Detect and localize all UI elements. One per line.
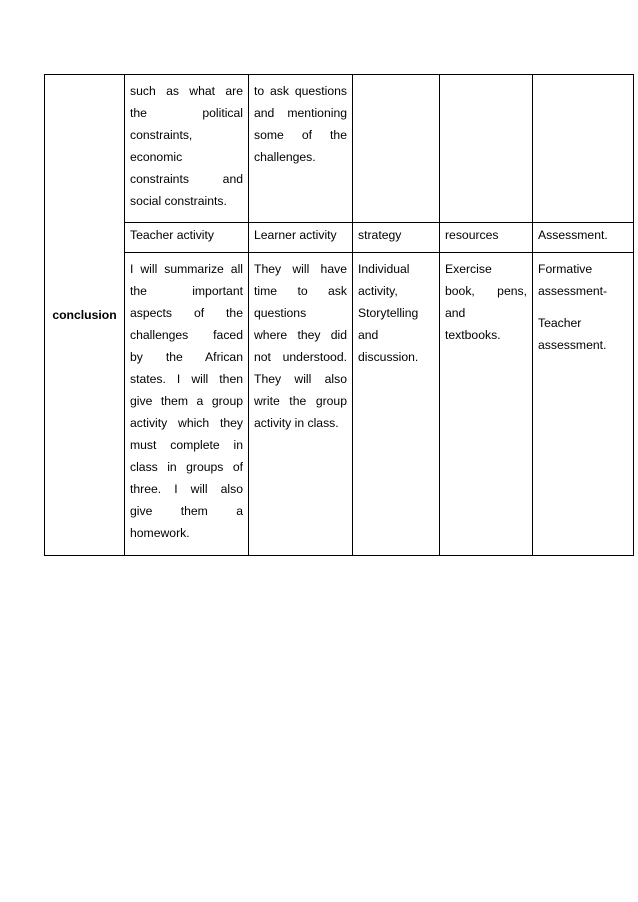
conclusion-teacher-line: activity which they <box>130 416 243 430</box>
continued-learner-line: some of the <box>254 128 347 142</box>
stage-label: conclusion <box>45 75 125 556</box>
conclusion-teacher-line: homework. <box>130 526 190 540</box>
continued-teacher-line: such as what are <box>130 84 243 98</box>
continued-learner-cell <box>249 75 353 223</box>
header-learner-activity: Learner activity <box>249 223 353 253</box>
continued-resources-cell <box>440 75 533 223</box>
conclusion-teacher-line: three. I will also <box>130 482 243 496</box>
header-resources: resources <box>440 223 533 253</box>
conclusion-learner-cell <box>249 253 353 556</box>
conclusion-strategy-cell <box>353 253 440 556</box>
continued-teacher-line: social constraints. <box>130 194 227 208</box>
conclusion-assessment-line: assessment. <box>538 338 607 352</box>
conclusion-strategy-line: Storytelling <box>358 306 419 320</box>
conclusion-teacher-line: the important <box>130 284 243 298</box>
conclusion-strategy-line: Individual <box>358 262 410 276</box>
conclusion-assessment-line: Teacher <box>538 316 582 330</box>
conclusion-learner-line: write the group <box>254 394 347 408</box>
conclusion-teacher-line: class in groups of <box>130 460 243 474</box>
continued-teacher-line: constraints, <box>130 128 193 142</box>
header-strategy: strategy <box>353 223 440 253</box>
continued-learner-line: challenges. <box>254 150 316 164</box>
conclusion-learner-line: time to ask <box>254 284 347 298</box>
conclusion-strategy-line: and <box>358 328 379 342</box>
conclusion-resources-line: Exercise <box>445 262 492 276</box>
conclusion-teacher-line: give them a group <box>130 394 243 408</box>
conclusion-resources-line: textbooks. <box>445 328 501 342</box>
continued-teacher-cell <box>125 75 249 223</box>
conclusion-resources-line: book, pens, <box>445 284 527 298</box>
conclusion-strategy-line: discussion. <box>358 350 419 364</box>
lesson-plan-table <box>44 74 634 556</box>
continued-learner-line: to ask questions <box>254 84 347 98</box>
conclusion-learner-line: activity in class. <box>254 416 339 430</box>
conclusion-strategy-line: activity, <box>358 284 398 298</box>
conclusion-learner-line: not understood. <box>254 350 347 364</box>
conclusion-assessment-line: Formative <box>538 262 593 276</box>
conclusion-row <box>45 253 634 556</box>
conclusion-teacher-line: aspects of the <box>130 306 243 320</box>
continued-learner-line: and mentioning <box>254 106 347 120</box>
conclusion-learner-line: They will have <box>254 262 347 276</box>
continued-assessment-cell <box>533 75 634 223</box>
continued-row <box>45 75 634 223</box>
conclusion-teacher-cell <box>125 253 249 556</box>
conclusion-learner-line: They will also <box>254 372 347 386</box>
conclusion-learner-line: where they did <box>254 328 347 342</box>
conclusion-teacher-line: must complete in <box>130 438 243 452</box>
conclusion-teacher-line: states. I will then <box>130 372 243 386</box>
conclusion-resources-cell <box>440 253 533 556</box>
conclusion-resources-line: and <box>445 306 466 320</box>
conclusion-assessment-cell <box>533 253 634 556</box>
conclusion-teacher-line: give them a <box>130 504 243 518</box>
header-row <box>45 223 634 253</box>
continued-teacher-line: the political <box>130 106 243 120</box>
header-assessment: Assessment. <box>533 223 634 253</box>
conclusion-teacher-line: challenges faced <box>130 328 243 342</box>
header-teacher-activity: Teacher activity <box>125 223 249 253</box>
continued-teacher-line: constraints and <box>130 172 243 186</box>
continued-strategy-cell <box>353 75 440 223</box>
continued-teacher-line: economic <box>130 150 183 164</box>
conclusion-assessment-line: assessment- <box>538 284 608 298</box>
conclusion-learner-line: questions <box>254 306 307 320</box>
conclusion-teacher-line: I will summarize all <box>130 262 243 276</box>
conclusion-teacher-line: by the African <box>130 350 243 364</box>
